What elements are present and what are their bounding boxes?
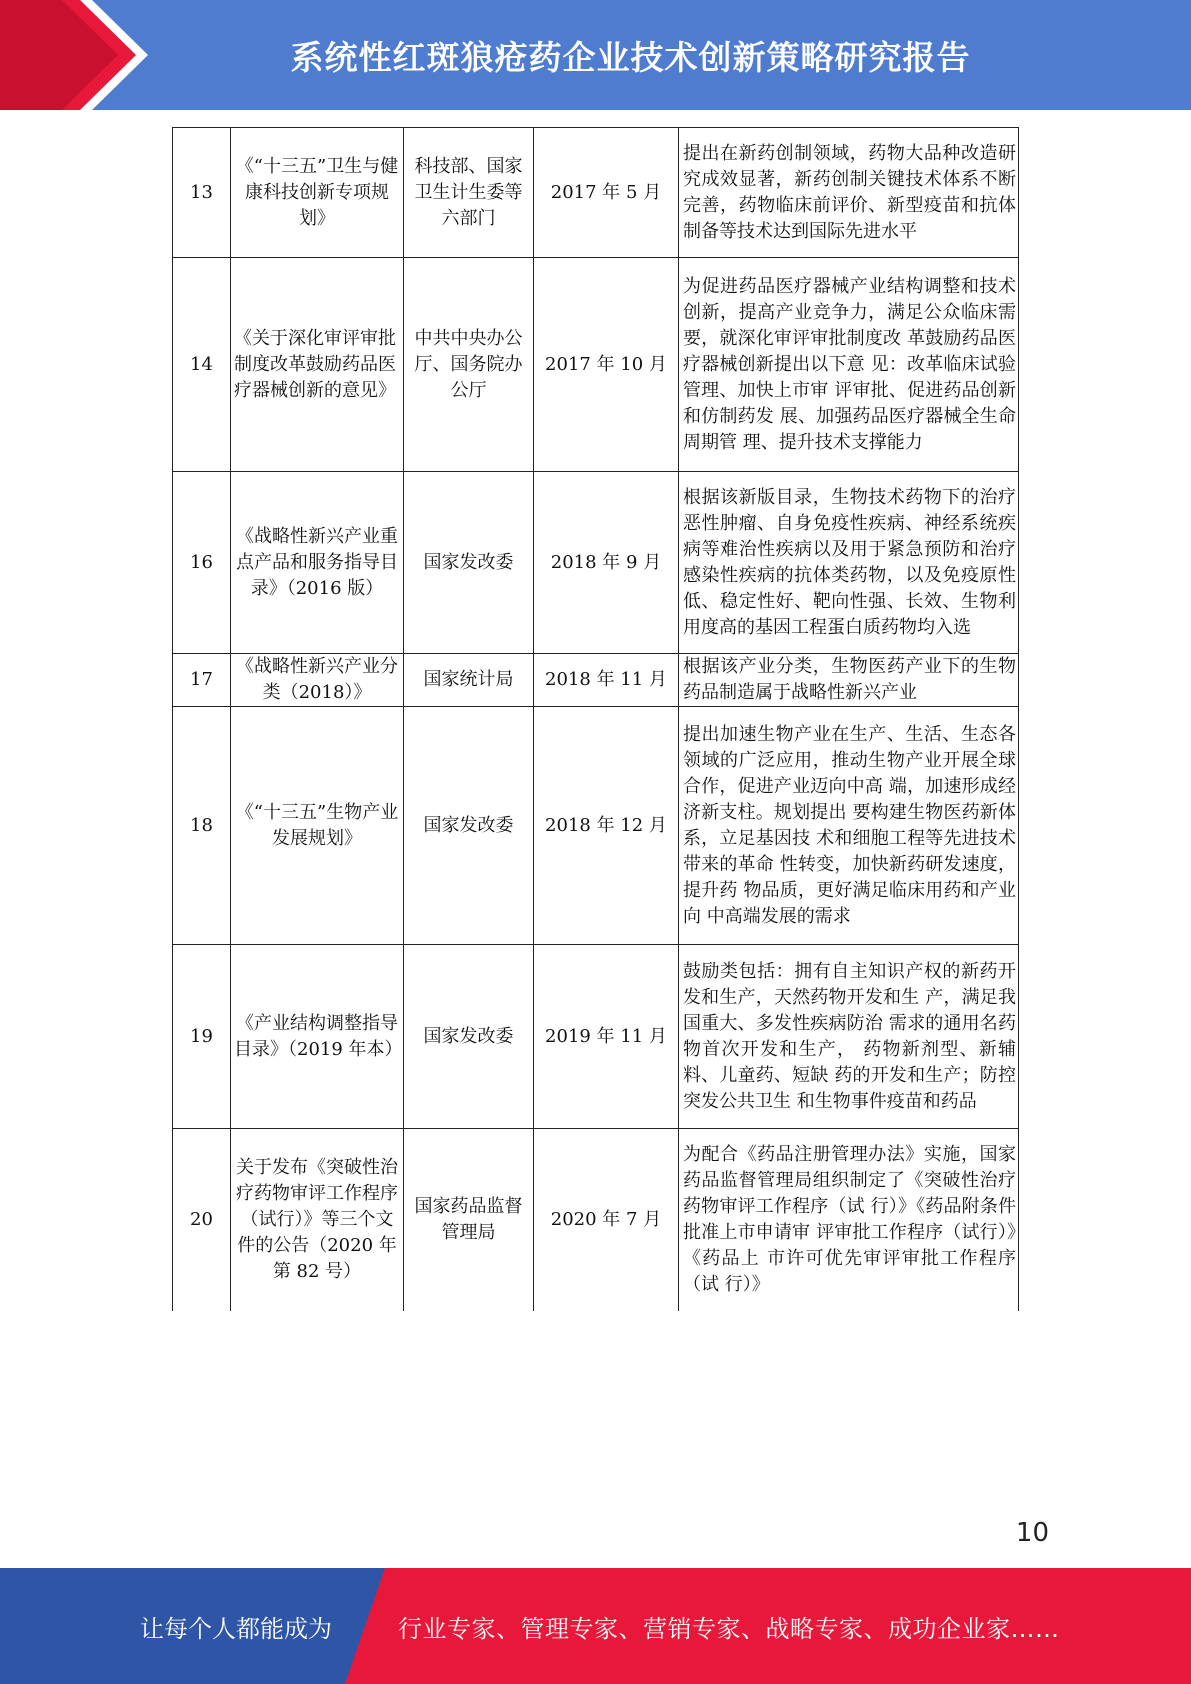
policy-description: 为促进药品医疗器械产业结构调整和技术创新，提高产业竞争力，满足公众临床需要，就深化审评审批制度改 革鼓励药品医疗器械创新提出以下意 见：改革临床试验管理、加快上市审 评审批、促进药品创新和仿制药发 展、加强药品医疗器械全生命周期管 理、提升技术支撑能力 bbox=[679, 258, 1019, 472]
issue-date: 2018 年 11 月 bbox=[534, 654, 679, 707]
policy-description: 根据该新版目录，生物技术药物下的治疗恶性肿瘤、自身免疫性疾病、神经系统疾病等难治性疾病以及用于紧急预防和治疗感染性疾病的抗体类药物，以及免疫原性低、稳定性好、靶向性强、长效、生物利用度高的基因工程蛋白质药物均入选 bbox=[679, 472, 1019, 654]
policy-title: 《战略性新兴产业分类（2018）》 bbox=[231, 654, 404, 707]
header-arrow-decoration bbox=[0, 0, 150, 110]
issuing-department: 国家发改委 bbox=[404, 472, 534, 654]
policy-description: 鼓励类包括：拥有自主知识产权的新药开发和生产，天然药物开发和生 产，满足我国重大、多发性疾病防治 需求的通用名药物首次开发和生产， 药物新剂型、新辅料、儿童药、短缺 药的开发和生产；防控突发公共卫生 和生物事件疫苗和药品 bbox=[679, 945, 1019, 1129]
row-number: 17 bbox=[173, 654, 231, 707]
policy-title: 《关于深化审评审批制度改革鼓励药品医疗器械创新的意见》 bbox=[231, 258, 404, 472]
footer-slogan-left: 让每个人都能成为 bbox=[140, 1614, 332, 1643]
policy-title: 《产业结构调整指导目录》（2019 年本） bbox=[231, 945, 404, 1129]
issue-date: 2018 年 12 月 bbox=[534, 707, 679, 945]
issue-date: 2019 年 11 月 bbox=[534, 945, 679, 1129]
table-row bbox=[173, 654, 1019, 707]
policy-title: 《“十三五”卫生与健康科技创新专项规划》 bbox=[231, 128, 404, 258]
policy-title: 《战略性新兴产业重点产品和服务指导目录》（2016 版） bbox=[231, 472, 404, 654]
issuing-department: 科技部、国家卫生计生委等六部门 bbox=[404, 128, 534, 258]
issuing-department: 国家发改委 bbox=[404, 707, 534, 945]
table-row bbox=[173, 128, 1019, 258]
policy-description: 提出在新药创制领域，药物大品种改造研究成效显著，新药创制关键技术体系不断完善，药物临床前评价、新型疫苗和抗体制备等技术达到国际先进水平 bbox=[679, 128, 1019, 258]
row-number: 13 bbox=[173, 128, 231, 258]
policy-title: 《“十三五”生物产业发展规划》 bbox=[231, 707, 404, 945]
row-number: 19 bbox=[173, 945, 231, 1129]
page-header bbox=[0, 0, 1191, 110]
policy-description: 为配合《药品注册管理办法》实施，国家药品监督管理局组织制定了《突破性治疗药物审评工作程序（试 行）》《药品附条件批准上市申请审 评审批工作程序（试行）》《药品上 市许可优先审评审批工作程序（试 行）》 bbox=[679, 1129, 1019, 1311]
page-footer bbox=[0, 1568, 1191, 1684]
policy-table-wrapper bbox=[172, 127, 1019, 1311]
policy-description: 提出加速生物产业在生产、生活、生态各领域的广泛应用，推动生物产业开展全球合作，促进产业迈向中高 端，加速形成经济新支柱。规划提出 要构建生物医药新体系，立足基因技 术和细胞工程等先进技术带来的革命 性转变，加快新药研发速度，提升药 物品质，更好满足临床用药和产业向 中高端发展的需求 bbox=[679, 707, 1019, 945]
issuing-department: 中共中央办公厅、国务院办公厅 bbox=[404, 258, 534, 472]
policy-title: 关于发布《突破性治疗药物审评工作程序（试行）》等三个文件的公告（2020 年第 82 号） bbox=[231, 1129, 404, 1311]
table-row bbox=[173, 1129, 1019, 1311]
table-row bbox=[173, 258, 1019, 472]
issue-date: 2018 年 9 月 bbox=[534, 472, 679, 654]
row-number: 18 bbox=[173, 707, 231, 945]
issuing-department: 国家药品监督管理局 bbox=[404, 1129, 534, 1311]
issue-date: 2020 年 7 月 bbox=[534, 1129, 679, 1311]
issue-date: 2017 年 10 月 bbox=[534, 258, 679, 472]
policy-description: 根据该产业分类，生物医药产业下的生物药品制造属于战略性新兴产业 bbox=[679, 654, 1019, 707]
policy-table bbox=[172, 127, 1019, 1311]
row-number: 20 bbox=[173, 1129, 231, 1311]
table-row bbox=[173, 945, 1019, 1129]
issue-date: 2017 年 5 月 bbox=[534, 128, 679, 258]
report-title: 系统性红斑狼疮药企业技术创新策略研究报告 bbox=[290, 37, 971, 77]
issuing-department: 国家发改委 bbox=[404, 945, 534, 1129]
footer-slogan-right: 行业专家、管理专家、营销专家、战略专家、成功企业家…… bbox=[398, 1614, 1060, 1643]
row-number: 16 bbox=[173, 472, 231, 654]
issuing-department: 国家统计局 bbox=[404, 654, 534, 707]
row-number: 14 bbox=[173, 258, 231, 472]
table-row bbox=[173, 707, 1019, 945]
table-row bbox=[173, 472, 1019, 654]
page-number: 10 bbox=[1015, 1518, 1049, 1548]
